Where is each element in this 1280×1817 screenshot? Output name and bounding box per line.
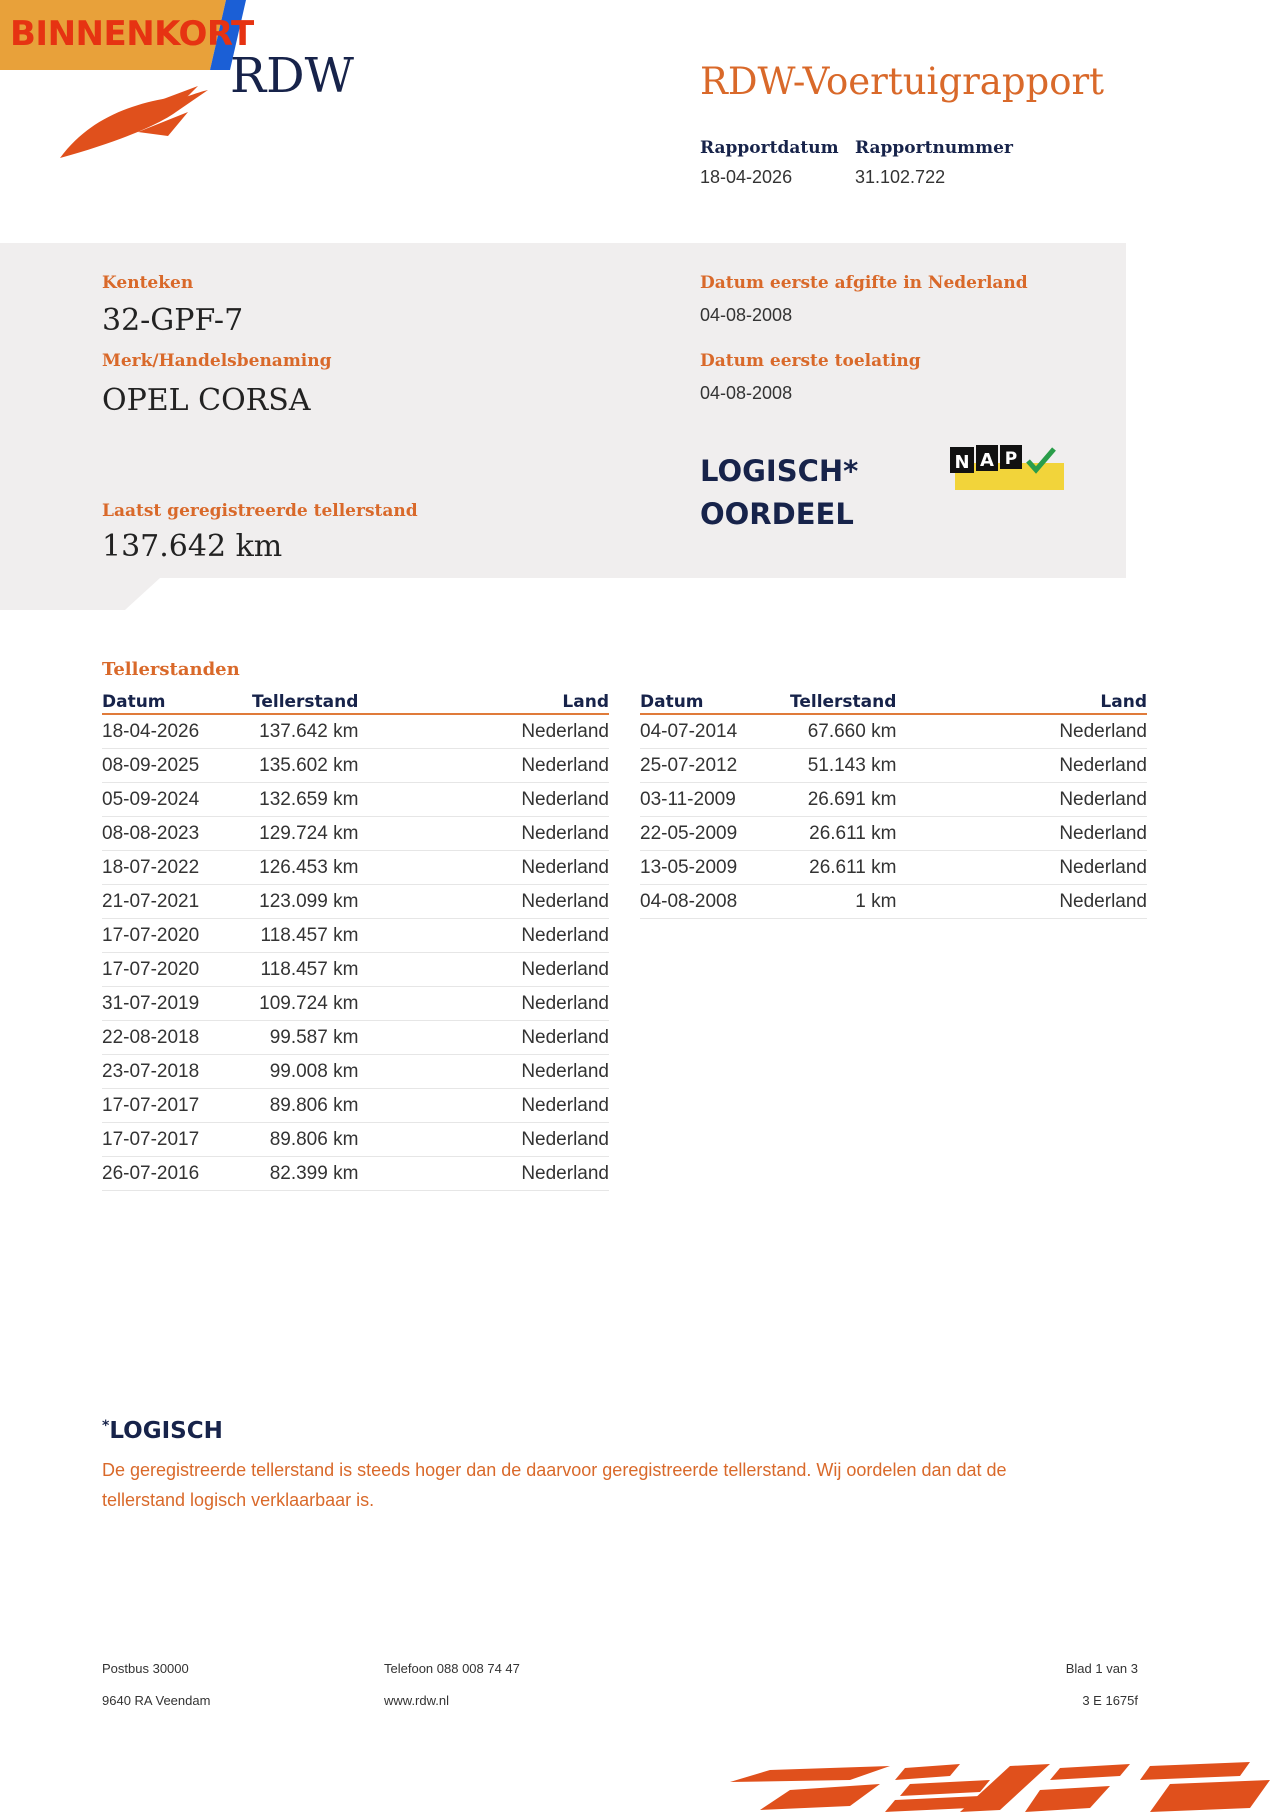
cell-country: Nederland	[358, 851, 609, 885]
note-text: De geregistreerde tellerstand is steeds hoger dan de daarvoor geregistreerde tellerstand. Wij oordelen dan dat de tellerstand logisch verklaarbaar is.	[102, 1460, 1007, 1510]
cell-date: 17-07-2017	[102, 1123, 252, 1157]
plate-value: 32-GPF-7	[102, 303, 244, 338]
col-header-date: Datum	[102, 686, 252, 714]
table-row	[102, 783, 609, 817]
cell-date: 04-08-2008	[640, 885, 790, 919]
table-row	[102, 851, 609, 885]
nap-logo	[950, 445, 1066, 496]
cell-date: 22-05-2009	[640, 817, 790, 851]
cell-km: 126.453 km	[252, 851, 358, 885]
cell-date: 03-11-2009	[640, 783, 790, 817]
table-row	[102, 953, 609, 987]
cell-date: 26-07-2016	[102, 1157, 252, 1191]
table-row	[640, 783, 1147, 817]
verdict-line1: LOGISCH*	[700, 454, 859, 488]
first-admission-label: Datum eerste toelating	[700, 351, 921, 371]
cell-country: Nederland	[896, 817, 1147, 851]
cell-km: 1 km	[790, 885, 896, 919]
table-row	[640, 749, 1147, 783]
cell-country: Nederland	[896, 885, 1147, 919]
cell-country: Nederland	[358, 953, 609, 987]
col-header-km: Tellerstand	[252, 686, 358, 714]
cell-country: Nederland	[358, 1157, 609, 1191]
cell-country: Nederland	[358, 817, 609, 851]
cell-km: 118.457 km	[252, 953, 358, 987]
table-row	[102, 1055, 609, 1089]
table-row	[640, 817, 1147, 851]
col-header-km: Tellerstand	[790, 686, 896, 714]
cell-country: Nederland	[896, 851, 1147, 885]
cell-km: 26.611 km	[790, 817, 896, 851]
cell-date: 08-09-2025	[102, 749, 252, 783]
cell-date: 17-07-2020	[102, 953, 252, 987]
panel-tail	[0, 578, 160, 610]
first-issue-value: 04-08-2008	[700, 305, 793, 325]
note-title-text: LOGISCH	[109, 1418, 223, 1444]
cell-date: 04-07-2014	[640, 714, 790, 749]
cell-km: 26.691 km	[790, 783, 896, 817]
cell-km: 51.143 km	[790, 749, 896, 783]
cell-date: 17-07-2017	[102, 1089, 252, 1123]
cell-km: 118.457 km	[252, 919, 358, 953]
readings-caption: Tellerstanden	[102, 659, 240, 680]
cell-km: 99.587 km	[252, 1021, 358, 1055]
cell-country: Nederland	[358, 987, 609, 1021]
cell-km: 129.724 km	[252, 817, 358, 851]
table-header-row	[640, 686, 1147, 714]
cell-km: 99.008 km	[252, 1055, 358, 1089]
table-row	[102, 1089, 609, 1123]
table-row	[102, 817, 609, 851]
cell-km: 82.399 km	[252, 1157, 358, 1191]
note-title	[102, 1418, 223, 1444]
cell-country: Nederland	[358, 783, 609, 817]
table-row	[102, 987, 609, 1021]
decorative-stripes-icon	[730, 1760, 1280, 1817]
cell-country: Nederland	[358, 1021, 609, 1055]
cell-date: 18-04-2026	[102, 714, 252, 749]
cell-country: Nederland	[358, 1123, 609, 1157]
cell-country: Nederland	[358, 714, 609, 749]
footer-address2: 9640 RA Veendam	[102, 1693, 211, 1708]
nap-letter-n: N	[954, 452, 970, 473]
report-number-label: Rapportnummer	[855, 138, 1013, 158]
rdw-logo-icon	[58, 80, 208, 165]
footer-code: 3 E 1675f	[1082, 1693, 1138, 1708]
report-date-value: 18-04-2026	[700, 167, 793, 187]
cell-km: 89.806 km	[252, 1089, 358, 1123]
readings-table-right	[640, 686, 1147, 919]
note-asterisk: *	[102, 1418, 110, 1434]
cell-date: 13-05-2009	[640, 851, 790, 885]
table-row	[102, 919, 609, 953]
table-row	[102, 1021, 609, 1055]
cell-km: 67.660 km	[790, 714, 896, 749]
table-row	[640, 885, 1147, 919]
table-row	[640, 714, 1147, 749]
cell-km: 135.602 km	[252, 749, 358, 783]
cell-country: Nederland	[358, 885, 609, 919]
first-issue-label: Datum eerste afgifte in Nederland	[700, 273, 1028, 293]
footer-phone: Telefoon 088 008 74 47	[384, 1661, 520, 1676]
cell-date: 31-07-2019	[102, 987, 252, 1021]
cell-date: 25-07-2012	[640, 749, 790, 783]
table-row	[102, 885, 609, 919]
nap-letter-a: A	[980, 450, 994, 471]
cell-date: 23-07-2018	[102, 1055, 252, 1089]
col-header-country: Land	[358, 686, 609, 714]
cell-km: 26.611 km	[790, 851, 896, 885]
odometer-label: Laatst geregistreerde tellerstand	[102, 501, 418, 521]
report-date-label: Rapportdatum	[700, 138, 839, 158]
cell-km: 89.806 km	[252, 1123, 358, 1157]
cell-date: 17-07-2020	[102, 919, 252, 953]
cell-date: 21-07-2021	[102, 885, 252, 919]
cell-country: Nederland	[358, 1055, 609, 1089]
brand-value: OPEL CORSA	[102, 383, 311, 418]
table-row	[102, 1157, 609, 1191]
table-header-row	[102, 686, 609, 714]
soon-banner	[0, 0, 254, 70]
cell-country: Nederland	[358, 749, 609, 783]
cell-country: Nederland	[358, 1089, 609, 1123]
col-header-date: Datum	[640, 686, 790, 714]
odometer-value: 137.642 km	[102, 529, 283, 564]
report-title: RDW-Voertuigrapport	[700, 60, 1105, 103]
rdw-logo-text: RDW	[230, 48, 354, 104]
footer-page: Blad 1 van 3	[1065, 1661, 1138, 1676]
footer-address1: Postbus 30000	[102, 1661, 189, 1676]
cell-km: 132.659 km	[252, 783, 358, 817]
cell-country: Nederland	[896, 749, 1147, 783]
first-admission-value: 04-08-2008	[700, 383, 793, 403]
table-row	[640, 851, 1147, 885]
plate-label: Kenteken	[102, 273, 194, 293]
cell-date: 22-08-2018	[102, 1021, 252, 1055]
footer-web[interactable]: www.rdw.nl	[384, 1693, 450, 1708]
verdict-line2: OORDEEL	[700, 497, 854, 531]
cell-km: 109.724 km	[252, 987, 358, 1021]
table-row	[102, 714, 609, 749]
col-header-country: Land	[896, 686, 1147, 714]
cell-date: 18-07-2022	[102, 851, 252, 885]
cell-country: Nederland	[896, 783, 1147, 817]
cell-country: Nederland	[358, 919, 609, 953]
nap-letter-p: P	[1004, 449, 1018, 469]
cell-km: 137.642 km	[252, 714, 358, 749]
cell-country: Nederland	[896, 714, 1147, 749]
banner-label: BINNENKORT	[10, 14, 254, 54]
table-row	[102, 1123, 609, 1157]
readings-table-left	[102, 686, 609, 1191]
table-row	[102, 749, 609, 783]
cell-km: 123.099 km	[252, 885, 358, 919]
cell-date: 08-08-2023	[102, 817, 252, 851]
brand-label: Merk/Handelsbenaming	[102, 351, 332, 371]
report-number-value: 31.102.722	[855, 167, 946, 187]
cell-date: 05-09-2024	[102, 783, 252, 817]
